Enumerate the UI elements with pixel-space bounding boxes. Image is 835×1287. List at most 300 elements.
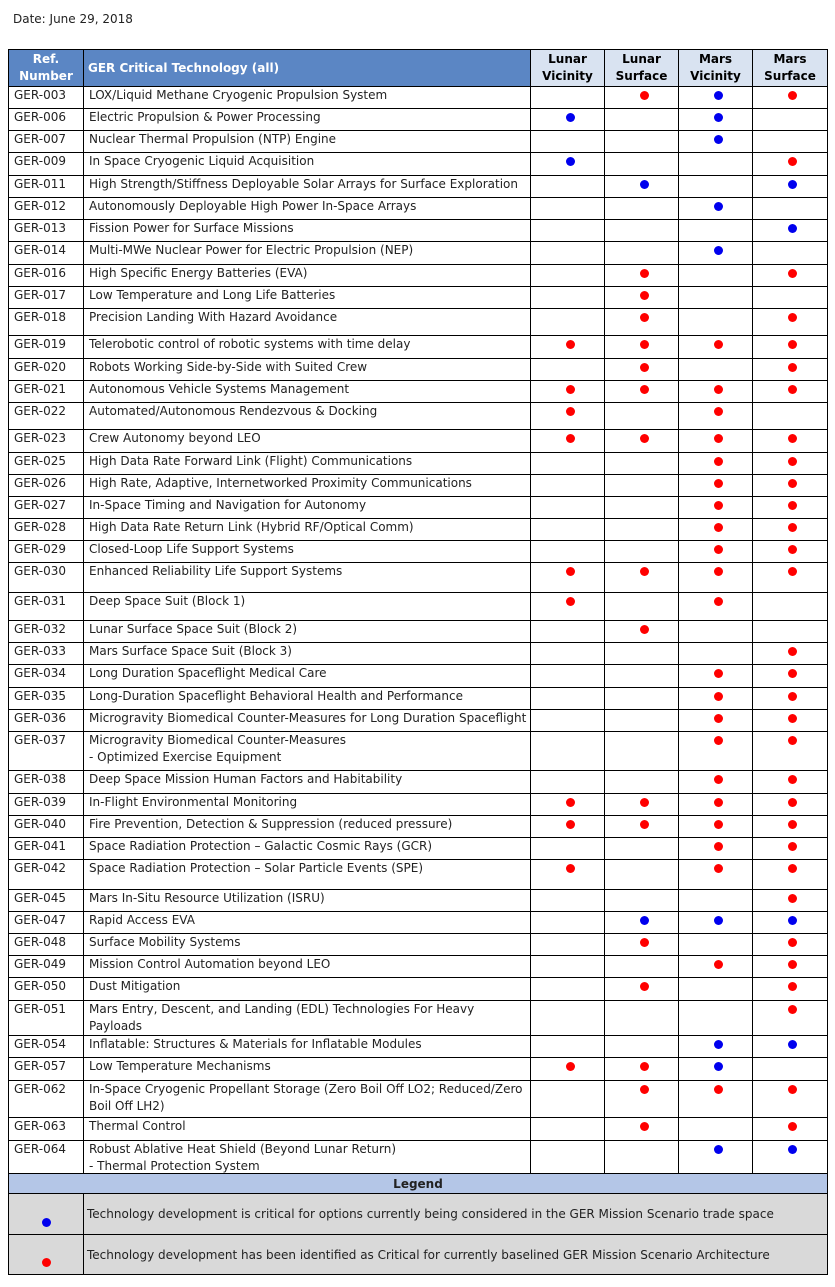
legend-row-blue — [9, 1194, 828, 1235]
ref-number-cell: GER-057 — [9, 1058, 84, 1081]
mark-cell-lunar-vicinity — [531, 934, 605, 956]
technology-cell — [84, 403, 531, 430]
mark-cell-mars-surface — [753, 890, 828, 912]
red-dot-icon — [714, 960, 723, 969]
red-dot-icon — [788, 340, 797, 349]
technology-cell — [84, 109, 531, 131]
mark-cell-lunar-vicinity — [531, 453, 605, 475]
mark-cell-lunar-surface — [605, 336, 679, 359]
mark-cell-lunar-vicinity — [531, 242, 605, 265]
technology-cell — [84, 153, 531, 176]
mark-cell-mars-vicinity — [679, 956, 753, 978]
mark-cell-lunar-surface — [605, 956, 679, 978]
technology-cell — [84, 1118, 531, 1141]
technology-name: Automated/Autonomous Rendezvous & Docking — [89, 404, 378, 418]
red-dot-icon — [788, 820, 797, 829]
technology-cell — [84, 816, 531, 838]
mark-cell-lunar-surface — [605, 563, 679, 593]
ref-number-cell: GER-023 — [9, 430, 84, 453]
table-row — [9, 934, 828, 956]
legend-table — [8, 1173, 828, 1275]
mark-cell-mars-vicinity — [679, 242, 753, 265]
mark-cell-mars-surface — [753, 287, 828, 309]
mark-cell-lunar-surface — [605, 710, 679, 732]
mark-cell-mars-surface — [753, 265, 828, 287]
technology-cell — [84, 541, 531, 563]
mark-cell-lunar-surface — [605, 309, 679, 336]
ref-number-cell: GER-014 — [9, 242, 84, 265]
mark-cell-lunar-vicinity — [531, 287, 605, 309]
red-dot-icon — [788, 1122, 797, 1131]
mark-cell-lunar-vicinity — [531, 860, 605, 890]
ref-number-cell: GER-027 — [9, 497, 84, 519]
ref-number-cell: GER-042 — [9, 860, 84, 890]
mark-cell-mars-vicinity — [679, 475, 753, 497]
table-row — [9, 287, 828, 309]
table-row — [9, 309, 828, 336]
mark-cell-lunar-vicinity — [531, 1058, 605, 1081]
mark-cell-lunar-surface — [605, 497, 679, 519]
mark-cell-mars-vicinity — [679, 153, 753, 176]
technology-name: Multi-MWe Nuclear Power for Electric Propulsion (NEP) — [89, 243, 414, 257]
table-row — [9, 816, 828, 838]
table-row — [9, 519, 828, 541]
technology-name: Inflatable: Structures & Materials for Inflatable Modules — [89, 1037, 422, 1051]
red-dot-icon — [788, 864, 797, 873]
mark-cell-lunar-vicinity — [531, 381, 605, 403]
ref-number-cell: GER-020 — [9, 359, 84, 381]
mark-cell-mars-surface — [753, 497, 828, 519]
blue-dot-icon — [566, 157, 575, 166]
technology-cell — [84, 563, 531, 593]
mark-cell-lunar-surface — [605, 860, 679, 890]
mark-cell-lunar-vicinity — [531, 87, 605, 109]
technology-cell — [84, 665, 531, 688]
technology-cell — [84, 265, 531, 287]
technology-name: Precision Landing With Hazard Avoidance — [89, 310, 338, 324]
mark-cell-mars-vicinity — [679, 287, 753, 309]
mark-cell-mars-surface — [753, 153, 828, 176]
mark-cell-lunar-vicinity — [531, 771, 605, 794]
mark-cell-mars-surface — [753, 453, 828, 475]
red-dot-icon — [640, 567, 649, 576]
blue-dot-icon — [714, 135, 723, 144]
technology-cell — [84, 1001, 531, 1036]
mark-cell-mars-surface — [753, 109, 828, 131]
mark-cell-lunar-vicinity — [531, 1081, 605, 1118]
ref-number-cell: GER-031 — [9, 593, 84, 621]
mark-cell-mars-surface — [753, 816, 828, 838]
red-dot-icon — [714, 692, 723, 701]
mark-cell-lunar-vicinity — [531, 563, 605, 593]
technology-name: Closed-Loop Life Support Systems — [89, 542, 294, 556]
mark-cell-mars-vicinity — [679, 87, 753, 109]
mark-cell-mars-surface — [753, 1118, 828, 1141]
technology-cell — [84, 220, 531, 242]
mark-cell-mars-vicinity — [679, 1036, 753, 1058]
red-dot-icon — [714, 820, 723, 829]
table-row — [9, 794, 828, 816]
mark-cell-lunar-vicinity — [531, 198, 605, 220]
ref-number-cell: GER-026 — [9, 475, 84, 497]
mark-cell-mars-surface — [753, 176, 828, 198]
mark-cell-mars-surface — [753, 1001, 828, 1036]
mark-cell-lunar-vicinity — [531, 816, 605, 838]
mark-cell-lunar-surface — [605, 1001, 679, 1036]
mark-cell-lunar-surface — [605, 381, 679, 403]
mark-cell-mars-vicinity — [679, 1141, 753, 1178]
red-dot-icon — [714, 479, 723, 488]
mark-cell-lunar-vicinity — [531, 732, 605, 771]
technology-cell — [84, 593, 531, 621]
blue-dot-icon — [714, 202, 723, 211]
table-row — [9, 430, 828, 453]
mark-cell-mars-vicinity — [679, 220, 753, 242]
technology-name: In Space Cryogenic Liquid Acquisition — [89, 154, 315, 168]
mark-cell-mars-vicinity — [679, 563, 753, 593]
red-dot-icon — [714, 501, 723, 510]
blue-dot-icon — [788, 180, 797, 189]
mark-cell-mars-surface — [753, 131, 828, 153]
red-dot-icon — [640, 625, 649, 634]
technology-name: Space Radiation Protection – Galactic Cosmic Rays (GCR) — [89, 839, 433, 853]
mark-cell-mars-vicinity — [679, 519, 753, 541]
mark-cell-lunar-vicinity — [531, 890, 605, 912]
ref-number-cell: GER-050 — [9, 978, 84, 1001]
blue-dot-icon — [788, 1145, 797, 1154]
red-dot-icon — [42, 1258, 51, 1267]
mark-cell-mars-vicinity — [679, 541, 753, 563]
red-dot-icon — [714, 714, 723, 723]
mark-cell-lunar-surface — [605, 934, 679, 956]
legend-row-red — [9, 1235, 828, 1275]
table-row — [9, 336, 828, 359]
ref-number-cell: GER-029 — [9, 541, 84, 563]
blue-dot-icon — [566, 113, 575, 122]
technology-cell — [84, 519, 531, 541]
red-dot-icon — [788, 523, 797, 532]
technology-name: Fission Power for Surface Missions — [89, 221, 294, 235]
technology-name: Electric Propulsion & Power Processing — [89, 110, 321, 124]
mark-cell-lunar-vicinity — [531, 643, 605, 665]
mark-cell-lunar-surface — [605, 794, 679, 816]
technology-cell — [84, 453, 531, 475]
red-dot-icon — [714, 545, 723, 554]
mark-cell-lunar-surface — [605, 978, 679, 1001]
technology-name: Autonomous Vehicle Systems Management — [89, 382, 350, 396]
ref-number-cell: GER-038 — [9, 771, 84, 794]
ref-number-cell: GER-040 — [9, 816, 84, 838]
technology-cell — [84, 860, 531, 890]
red-dot-icon — [788, 775, 797, 784]
mark-cell-lunar-vicinity — [531, 403, 605, 430]
mark-cell-mars-vicinity — [679, 359, 753, 381]
technology-name: Low Temperature and Long Life Batteries — [89, 288, 336, 302]
red-dot-icon — [566, 340, 575, 349]
blue-dot-icon — [714, 916, 723, 925]
technology-name: Robots Working Side-by-Side with Suited Crew — [89, 360, 368, 374]
red-dot-icon — [788, 842, 797, 851]
technology-name: High Specific Energy Batteries (EVA) — [89, 266, 308, 280]
mark-cell-mars-surface — [753, 519, 828, 541]
table-row — [9, 1081, 828, 1118]
red-dot-icon — [788, 647, 797, 656]
mark-cell-lunar-surface — [605, 198, 679, 220]
mark-cell-mars-vicinity — [679, 430, 753, 453]
technology-cell — [84, 198, 531, 220]
mark-cell-lunar-surface — [605, 593, 679, 621]
technology-name: Autonomously Deployable High Power In-Space Arrays — [89, 199, 417, 213]
table-row — [9, 242, 828, 265]
mark-cell-lunar-vicinity — [531, 265, 605, 287]
mark-cell-lunar-vicinity — [531, 593, 605, 621]
technology-cell — [84, 621, 531, 643]
mark-cell-mars-surface — [753, 978, 828, 1001]
red-dot-icon — [788, 1005, 797, 1014]
mark-cell-lunar-surface — [605, 665, 679, 688]
mark-cell-mars-vicinity — [679, 912, 753, 934]
mark-cell-lunar-surface — [605, 771, 679, 794]
mark-cell-lunar-surface — [605, 453, 679, 475]
ref-number-cell: GER-028 — [9, 519, 84, 541]
table-row — [9, 860, 828, 890]
mark-cell-lunar-surface — [605, 430, 679, 453]
technology-header: GER Critical Technology (all) — [84, 50, 531, 87]
table-row — [9, 220, 828, 242]
technology-cell — [84, 710, 531, 732]
mark-cell-mars-vicinity — [679, 643, 753, 665]
technology-cell — [84, 1081, 531, 1118]
legend-title: Legend — [9, 1174, 828, 1194]
mark-cell-mars-vicinity — [679, 593, 753, 621]
ref-number-cell: GER-006 — [9, 109, 84, 131]
ref-number-cell: GER-003 — [9, 87, 84, 109]
technology-cell — [84, 956, 531, 978]
ref-number-cell: GER-007 — [9, 131, 84, 153]
red-dot-icon — [788, 1085, 797, 1094]
red-dot-icon — [714, 842, 723, 851]
table-row — [9, 688, 828, 710]
technology-cell — [84, 1058, 531, 1081]
table-row — [9, 497, 828, 519]
mark-cell-mars-surface — [753, 710, 828, 732]
mark-cell-lunar-surface — [605, 265, 679, 287]
technology-cell — [84, 890, 531, 912]
mark-cell-lunar-surface — [605, 541, 679, 563]
mark-cell-lunar-surface — [605, 519, 679, 541]
technology-name: Deep Space Suit (Block 1) — [89, 594, 246, 608]
mark-cell-lunar-vicinity — [531, 109, 605, 131]
red-dot-icon — [788, 567, 797, 576]
mark-cell-lunar-surface — [605, 643, 679, 665]
table-row — [9, 890, 828, 912]
technology-name: Robust Ablative Heat Shield (Beyond Lunar Return) — [89, 1142, 397, 1156]
mark-cell-mars-vicinity — [679, 336, 753, 359]
red-dot-icon — [788, 457, 797, 466]
mark-cell-lunar-surface — [605, 176, 679, 198]
red-dot-icon — [788, 692, 797, 701]
red-dot-icon — [640, 1122, 649, 1131]
mark-cell-mars-surface — [753, 643, 828, 665]
legend-blue-text: Technology development is critical for options currently being considered in the GER Mission Scenario trade space — [84, 1194, 828, 1235]
table-row — [9, 1001, 828, 1036]
mark-cell-lunar-vicinity — [531, 1036, 605, 1058]
blue-dot-icon — [788, 224, 797, 233]
technology-cell — [84, 688, 531, 710]
mark-cell-lunar-vicinity — [531, 220, 605, 242]
blue-dot-icon — [788, 1040, 797, 1049]
ref-number-cell: GER-017 — [9, 287, 84, 309]
technology-cell — [84, 87, 531, 109]
ref-number-cell: GER-048 — [9, 934, 84, 956]
red-dot-icon — [566, 385, 575, 394]
technology-name: Dust Mitigation — [89, 979, 181, 993]
ref-number-cell: GER-063 — [9, 1118, 84, 1141]
ref-number-cell: GER-030 — [9, 563, 84, 593]
mark-cell-mars-vicinity — [679, 1058, 753, 1081]
table-row — [9, 109, 828, 131]
red-dot-icon — [788, 313, 797, 322]
technology-name: High Data Rate Forward Link (Flight) Communications — [89, 454, 413, 468]
table-row — [9, 1036, 828, 1058]
mark-cell-mars-surface — [753, 1058, 828, 1081]
ref-number-cell: GER-013 — [9, 220, 84, 242]
red-dot-icon — [640, 798, 649, 807]
mark-cell-mars-surface — [753, 563, 828, 593]
technology-name: Long-Duration Spaceflight Behavioral Health and Performance — [89, 689, 463, 703]
mark-cell-lunar-vicinity — [531, 1001, 605, 1036]
technology-name: Surface Mobility Systems — [89, 935, 241, 949]
ref-number-header: Ref. Number — [9, 50, 84, 87]
red-dot-icon — [566, 434, 575, 443]
red-dot-icon — [714, 523, 723, 532]
table-row — [9, 87, 828, 109]
mark-cell-mars-vicinity — [679, 198, 753, 220]
mark-cell-mars-vicinity — [679, 688, 753, 710]
critical-technology-table — [8, 49, 828, 1178]
mark-cell-mars-vicinity — [679, 978, 753, 1001]
red-dot-icon — [788, 938, 797, 947]
red-dot-icon — [714, 736, 723, 745]
red-dot-icon — [788, 798, 797, 807]
table-row — [9, 978, 828, 1001]
mark-cell-mars-vicinity — [679, 403, 753, 430]
ref-number-cell: GER-018 — [9, 309, 84, 336]
red-dot-icon — [788, 479, 797, 488]
red-dot-icon — [714, 864, 723, 873]
technology-name: Long Duration Spaceflight Medical Care — [89, 666, 327, 680]
mark-cell-mars-surface — [753, 1141, 828, 1178]
red-dot-icon — [788, 736, 797, 745]
legend-red-symbol — [9, 1235, 84, 1275]
table-row — [9, 912, 828, 934]
table-row — [9, 1058, 828, 1081]
mark-cell-lunar-surface — [605, 475, 679, 497]
table-row — [9, 1141, 828, 1178]
table-row — [9, 1118, 828, 1141]
mark-cell-mars-surface — [753, 593, 828, 621]
mark-cell-mars-surface — [753, 309, 828, 336]
col-header-lunar-surface: Lunar Surface — [605, 50, 679, 87]
mark-cell-mars-vicinity — [679, 838, 753, 860]
technology-cell — [84, 732, 531, 771]
mark-cell-mars-surface — [753, 381, 828, 403]
technology-name: Microgravity Biomedical Counter-Measures for Long Duration Spaceflight — [89, 711, 527, 725]
technology-name: Crew Autonomy beyond LEO — [89, 431, 261, 445]
technology-name: Low Temperature Mechanisms — [89, 1059, 271, 1073]
legend-blue-symbol — [9, 1194, 84, 1235]
red-dot-icon — [788, 434, 797, 443]
mark-cell-lunar-vicinity — [531, 131, 605, 153]
mark-cell-lunar-surface — [605, 1058, 679, 1081]
technology-cell — [84, 131, 531, 153]
mark-cell-mars-surface — [753, 1081, 828, 1118]
mark-cell-lunar-vicinity — [531, 1118, 605, 1141]
ref-number-cell: GER-051 — [9, 1001, 84, 1036]
mark-cell-lunar-vicinity — [531, 794, 605, 816]
legend-red-text: Technology development has been identified as Critical for currently baselined GER Mission Scenario Architecture — [84, 1235, 828, 1275]
technology-cell — [84, 771, 531, 794]
mark-cell-mars-vicinity — [679, 794, 753, 816]
mark-cell-lunar-surface — [605, 359, 679, 381]
mark-cell-mars-surface — [753, 688, 828, 710]
mark-cell-lunar-vicinity — [531, 710, 605, 732]
technology-cell — [84, 176, 531, 198]
red-dot-icon — [714, 407, 723, 416]
technology-name: Deep Space Mission Human Factors and Habitability — [89, 772, 403, 786]
technology-name: LOX/Liquid Methane Cryogenic Propulsion System — [89, 88, 388, 102]
mark-cell-lunar-vicinity — [531, 497, 605, 519]
technology-name: Enhanced Reliability Life Support Systems — [89, 564, 343, 578]
table-row — [9, 956, 828, 978]
ref-number-cell: GER-034 — [9, 665, 84, 688]
mark-cell-lunar-surface — [605, 131, 679, 153]
red-dot-icon — [640, 91, 649, 100]
table-row — [9, 381, 828, 403]
red-dot-icon — [566, 1062, 575, 1071]
ref-number-cell: GER-012 — [9, 198, 84, 220]
mark-cell-lunar-vicinity — [531, 621, 605, 643]
mark-cell-mars-vicinity — [679, 1118, 753, 1141]
ref-number-cell: GER-016 — [9, 265, 84, 287]
blue-dot-icon — [714, 1062, 723, 1071]
mark-cell-lunar-vicinity — [531, 475, 605, 497]
technology-name: Mars In-Situ Resource Utilization (ISRU) — [89, 891, 325, 905]
mark-cell-mars-vicinity — [679, 309, 753, 336]
mark-cell-lunar-vicinity — [531, 838, 605, 860]
technology-name: Nuclear Thermal Propulsion (NTP) Engine — [89, 132, 337, 146]
mark-cell-lunar-surface — [605, 621, 679, 643]
red-dot-icon — [788, 714, 797, 723]
mark-cell-lunar-surface — [605, 1081, 679, 1118]
table-row — [9, 771, 828, 794]
table-row — [9, 710, 828, 732]
ref-number-cell: GER-025 — [9, 453, 84, 475]
table-header-row — [9, 50, 828, 87]
table-row — [9, 131, 828, 153]
mark-cell-lunar-vicinity — [531, 541, 605, 563]
technology-cell — [84, 430, 531, 453]
mark-cell-mars-surface — [753, 541, 828, 563]
mark-cell-lunar-vicinity — [531, 912, 605, 934]
mark-cell-lunar-surface — [605, 816, 679, 838]
technology-name: Fire Prevention, Detection & Suppression (reduced pressure) — [89, 817, 453, 831]
technology-name: Lunar Surface Space Suit (Block 2) — [89, 622, 298, 636]
ref-number-cell: GER-009 — [9, 153, 84, 176]
red-dot-icon — [714, 775, 723, 784]
mark-cell-mars-vicinity — [679, 890, 753, 912]
red-dot-icon — [640, 340, 649, 349]
